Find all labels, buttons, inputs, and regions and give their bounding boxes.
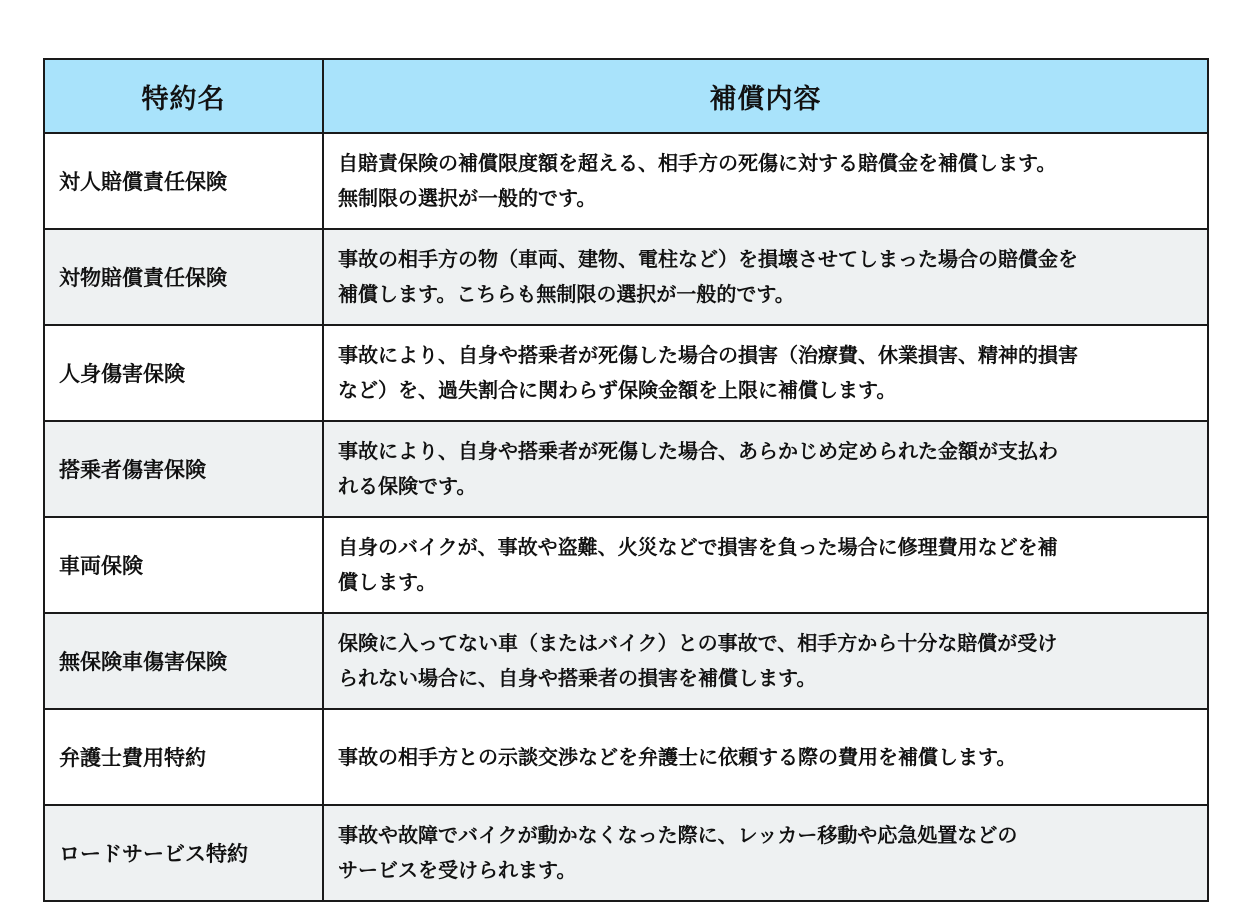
rider-name: 対物賠償責任保険 [44,229,323,325]
coverage-line: 償します。 [338,570,437,594]
table-header-row [44,59,1208,133]
table-row [44,805,1208,901]
coverage-line: 無制限の選択が一般的です。 [338,186,597,210]
rider-name: 人身傷害保険 [44,325,323,421]
table-body [44,133,1208,901]
coverage-line: 事故や故障でバイクが動かなくなった際に、レッカー移動や応急処置などの [338,823,1018,847]
table-row [44,613,1208,709]
coverage-description [323,325,1208,421]
coverage-description [323,133,1208,229]
rider-name: 弁護士費用特約 [44,709,323,805]
coverage-line: 事故の相手方との示談交渉などを弁護士に依頼する際の費用を補償します。 [338,744,1017,769]
table-row [44,133,1208,229]
coverage-line: サービスを受けられます。 [338,858,577,882]
header-coverage: 補償内容 [323,59,1208,133]
rider-name: 車両保険 [44,517,323,613]
table-row [44,709,1208,805]
coverage-line: 事故の相手方の物（車両、建物、電柱など）を損壊させてしまった場合の賠償金を [338,247,1078,271]
coverage-description [323,613,1208,709]
coverage-description [323,709,1208,805]
coverage-line: 自身のバイクが、事故や盗難、火災などで損害を負った場合に修理費用などを補 [338,535,1058,559]
header-rider-name: 特約名 [44,59,323,133]
coverage-description [323,229,1208,325]
coverage-description [323,805,1208,901]
rider-name: ロードサービス特約 [44,805,323,901]
rider-name: 搭乗者傷害保険 [44,421,323,517]
coverage-line: 事故により、自身や搭乗者が死傷した場合、あらかじめ定められた金額が支払わ [338,439,1058,463]
coverage-line: 事故により、自身や搭乗者が死傷した場合の損害（治療費、休業損害、精神的損害 [338,343,1078,367]
coverage-line: られない場合に、自身や搭乗者の損害を補償します。 [338,666,817,690]
insurance-rider-table-container [43,58,1207,902]
rider-name: 対人賠償責任保険 [44,133,323,229]
coverage-line: れる保険です。 [338,474,477,498]
coverage-line: 補償します。こちらも無制限の選択が一般的です。 [338,282,795,306]
coverage-line: 保険に入ってない車（またはバイク）との事故で、相手方から十分な賠償が受け [338,631,1058,655]
coverage-line: など）を、過失割合に関わらず保険金額を上限に補償します。 [338,378,897,402]
insurance-rider-table [43,58,1209,902]
rider-name: 無保険車傷害保険 [44,613,323,709]
coverage-description [323,421,1208,517]
table-row [44,421,1208,517]
table-row [44,517,1208,613]
table-row [44,229,1208,325]
coverage-description [323,517,1208,613]
coverage-line: 自賠責保険の補償限度額を超える、相手方の死傷に対する賠償金を補償します。 [338,151,1057,175]
table-row [44,325,1208,421]
